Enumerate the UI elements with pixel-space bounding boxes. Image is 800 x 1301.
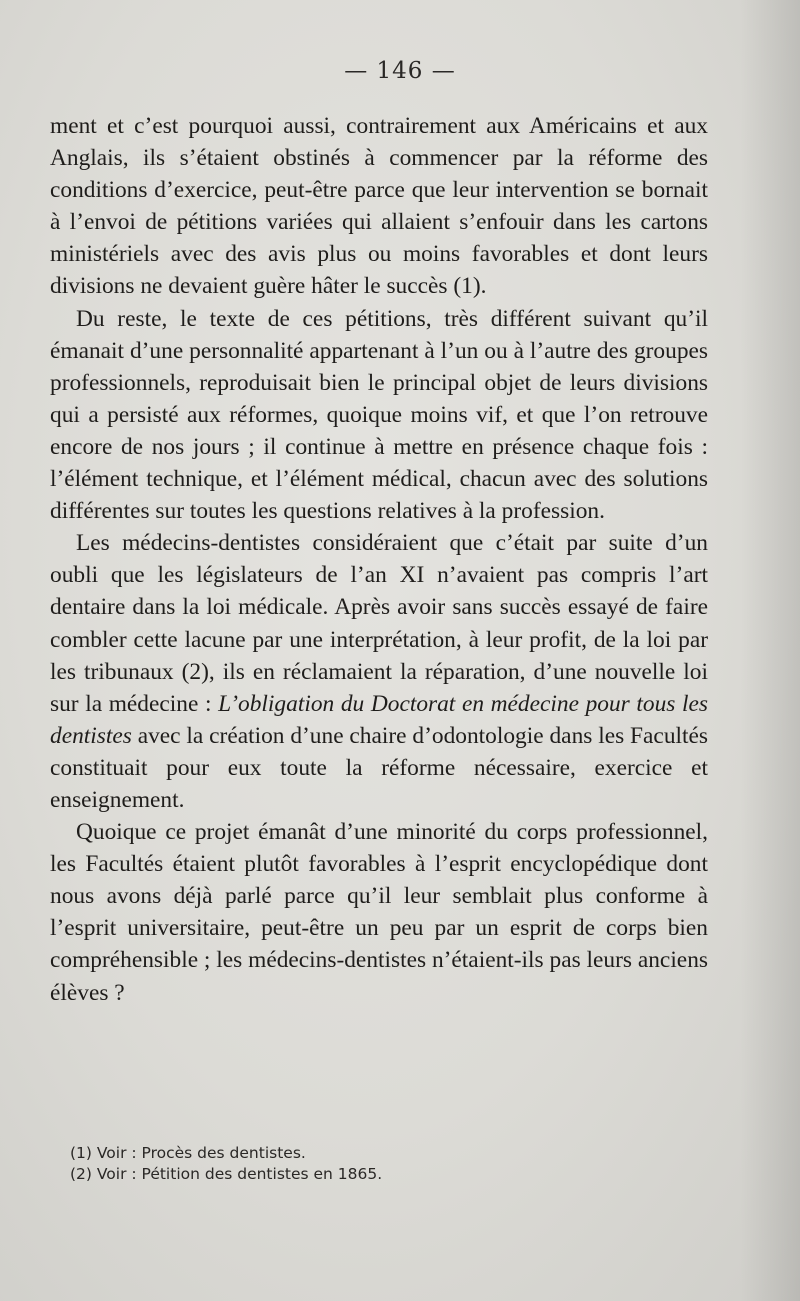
body-text (50, 110, 708, 1009)
paragraph-3-text: Les médecins-dentistes considéraient que c’était par suite d’un oubli que les législateurs de l’an XI n’avaient pas compris l’art dentaire dans la loi médicale. Après avoir sans succès essayé de faire combler cette lacune par une interprétation, à leur profit, de la loi par les tribunaux (2), ils en réclamaient la réparation, d’une nouvelle loi sur la médecine : (50, 530, 708, 717)
italic-phrase: L’obligation du Doctorat en médecine pour tous les dentistes (50, 690, 708, 749)
paragraph-1: ment et c’est pourquoi aussi, contrairement aux Américains et aux Anglais, ils s’étaient obstinés à commencer par la réforme des conditions d’exercice, peut-être parce que leur intervention se bornait à l’envoi de pétitions variées qui allaient s’enfouir dans les cartons ministériels avec des avis plus ou moins favorables et dont leurs divisions ne devaient guère hâter le succès (1). (50, 113, 708, 300)
footnote-1: (1) Voir : Procès des dentistes. (70, 1144, 306, 1162)
page-number: — 146 — (344, 58, 456, 84)
paragraph-3 (50, 527, 708, 816)
paragraph-2: Du reste, le texte de ces pétitions, très différent suivant qu’il émanait d’une personnalité appartenant à l’un ou à l’autre des groupes professionnels, reproduisait bien le principal objet de leurs divisions qui a persisté aux réformes, quoique moins vif, et que l’on retrouve encore de nos jours ; il continue à mettre en présence chaque fois : l’élément technique, et l’élément médical, chacun avec des solutions différentes sur toutes les questions relatives à la profession. (50, 305, 708, 525)
paragraph-4: Quoique ce projet émanât d’une minorité du corps professionnel, les Facultés étaient plutôt favorables à l’esprit encyclopédique dont nous avons déjà parlé parce qu’il leur semblait plus conforme à l’esprit universitaire, peut-être un peu par un esprit de corps bien compréhensible ; les médecins-dentistes n’étaient-ils pas leurs anciens élèves ? (50, 819, 708, 1006)
footnotes (70, 1143, 670, 1185)
page-edge-shadow (740, 0, 800, 1301)
paragraph-3-continuation: avec la création d’une chaire d’odontologie dans les Facultés constituait pour eux toute la réforme nécessaire, exercice et enseignement. (50, 722, 708, 813)
footnote-2: (2) Voir : Pétition des dentistes en 1865. (70, 1165, 383, 1183)
